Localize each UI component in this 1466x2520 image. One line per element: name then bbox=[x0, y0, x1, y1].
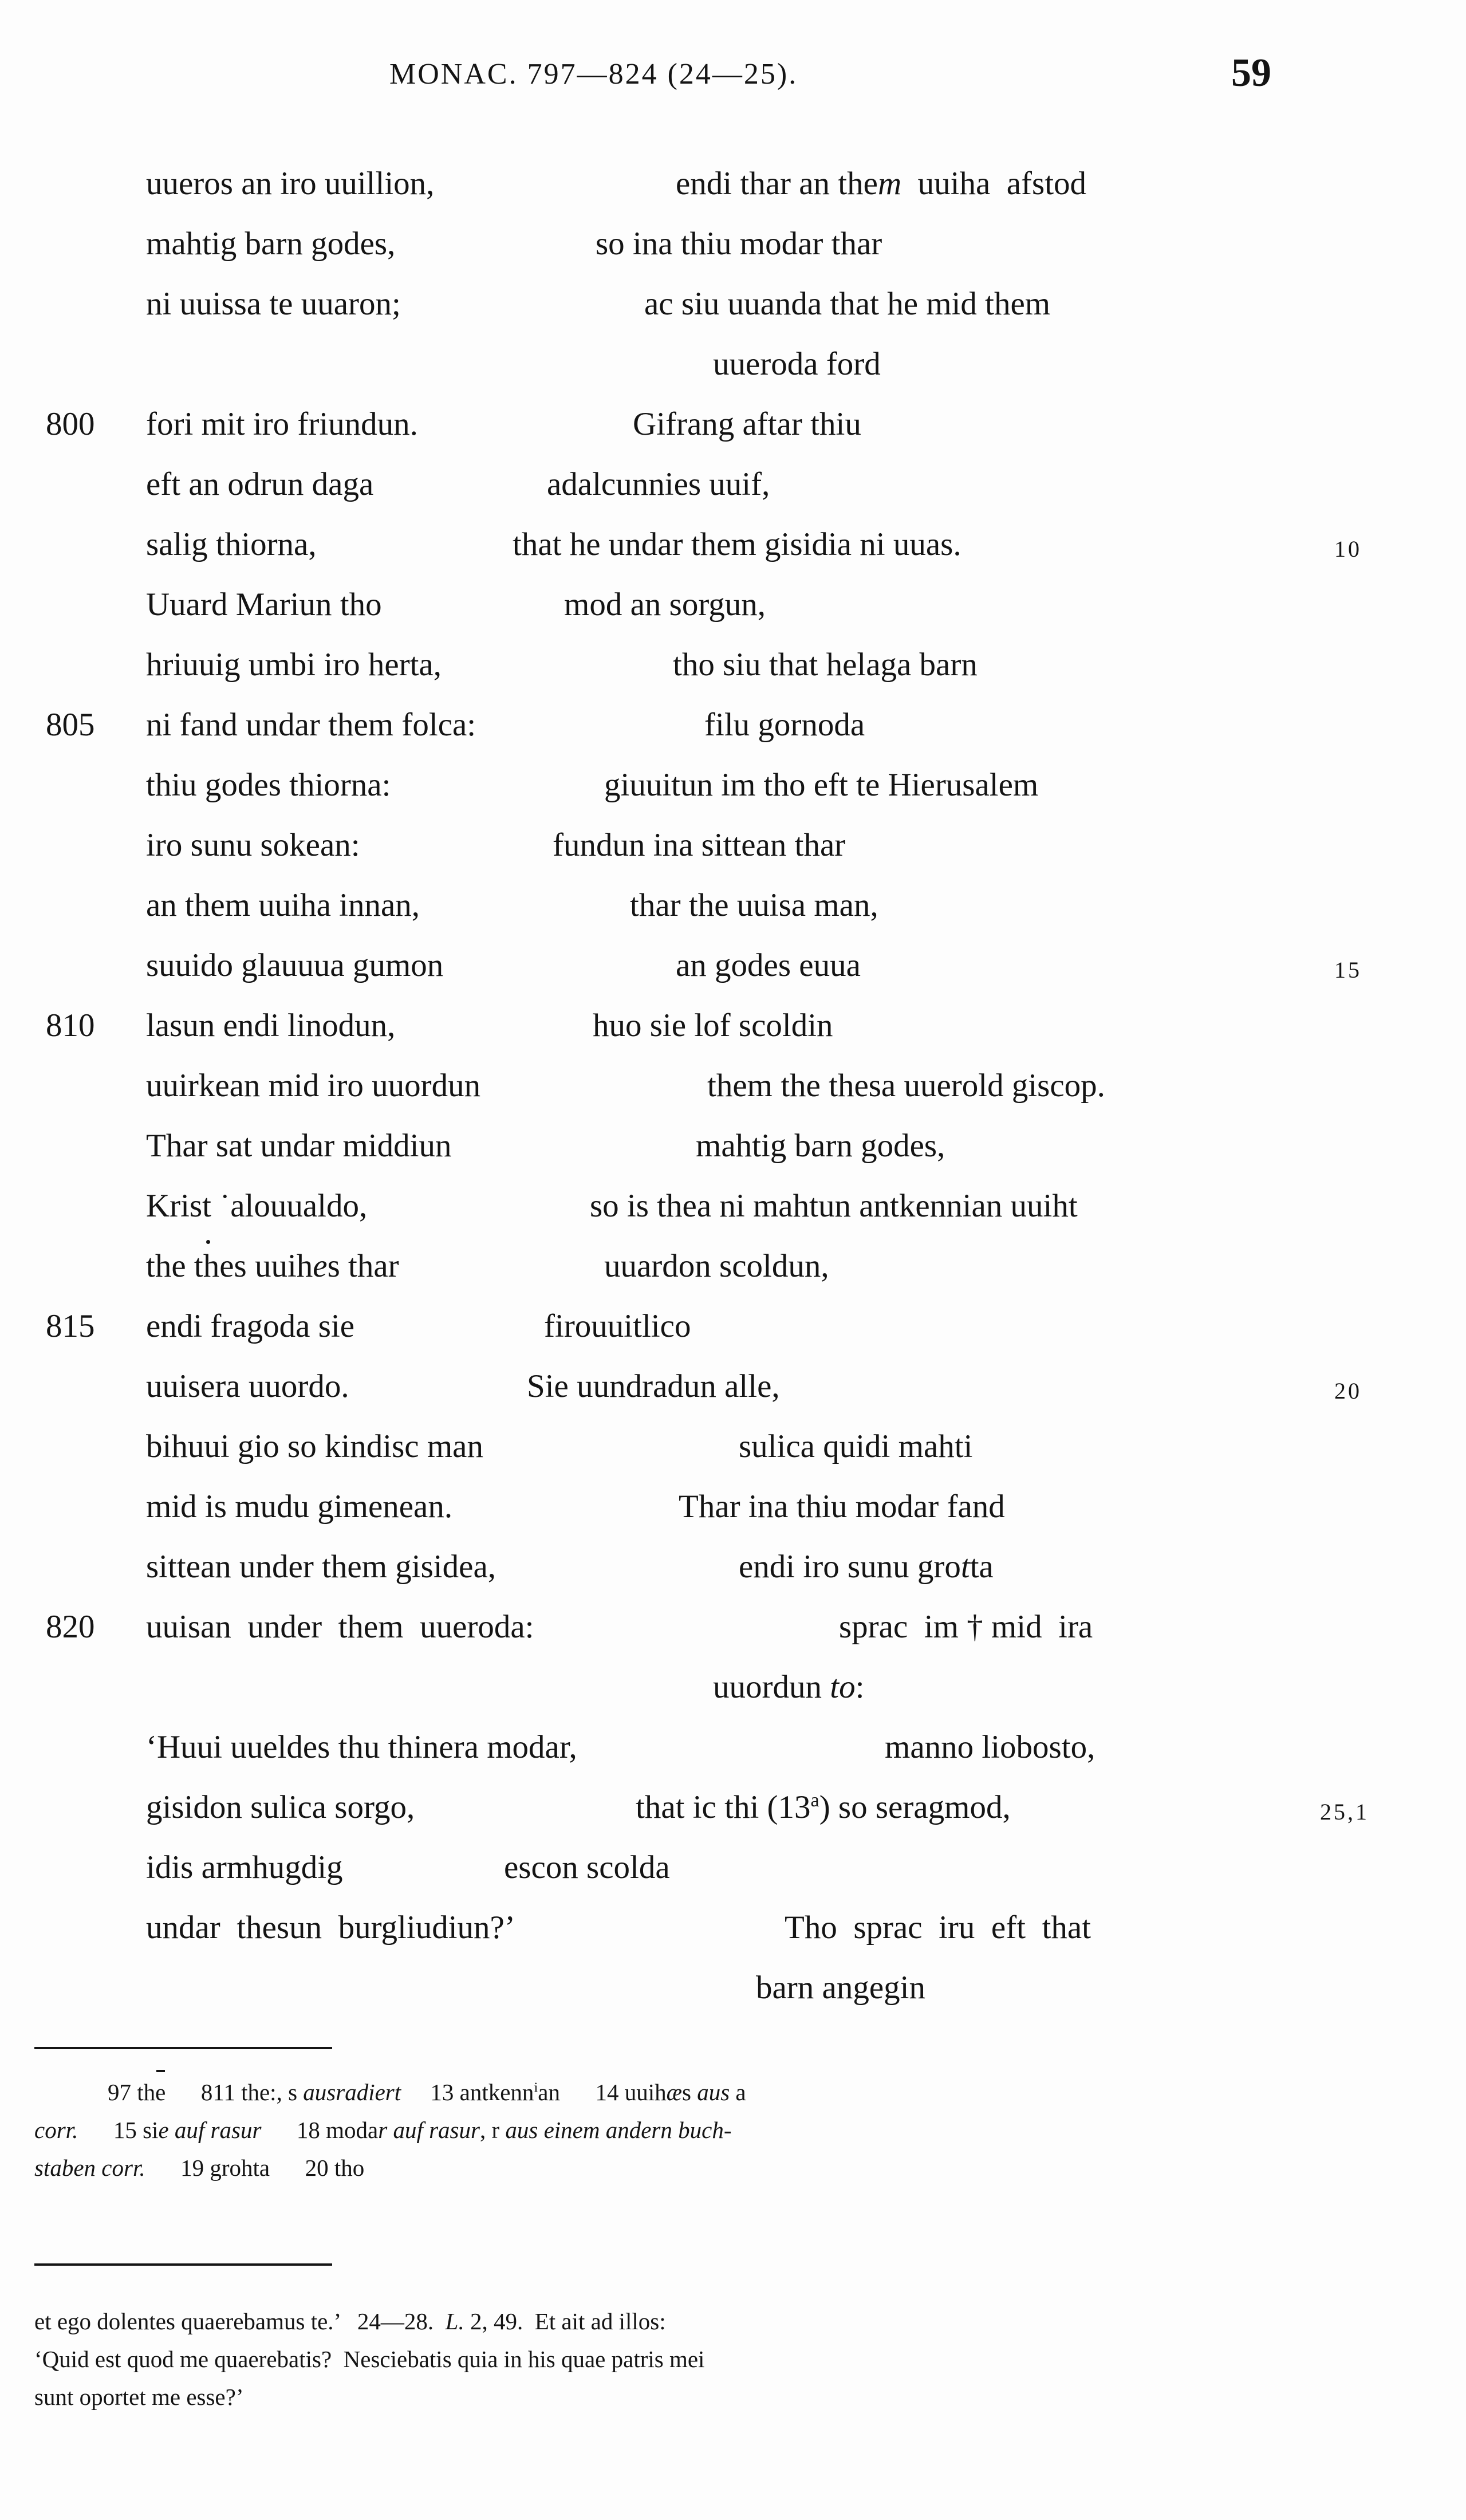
verse-number: 810 bbox=[46, 1007, 95, 1044]
verse-text-b: fundun ina sittean thar bbox=[553, 827, 846, 863]
dot-under-t: t bbox=[202, 1176, 211, 1236]
verse-text-b: sulica quidi mahti bbox=[739, 1428, 973, 1464]
verse-text-b: them the thesa uuerold giscop. bbox=[707, 1068, 1105, 1104]
verse-text-a: idis armhugdig bbox=[146, 1849, 343, 1885]
verse-text-a: barn angegin bbox=[756, 1970, 925, 2006]
verse-line bbox=[0, 1236, 1466, 1296]
verse-text-b: so ina thiu modar thar bbox=[596, 226, 882, 262]
page-number: 59 bbox=[1231, 51, 1271, 95]
verse-text-b: that ic thi (13$^a$) so seragmod, bbox=[636, 1789, 1011, 1825]
verse-text-a: bihuui gio so kindisc man bbox=[146, 1428, 483, 1464]
verse-line bbox=[0, 1777, 1466, 1837]
verse-text-b: endi iro sunu grotta bbox=[739, 1549, 994, 1585]
verse-text-b: sprac im † mid ira bbox=[839, 1609, 1093, 1645]
verse-text-a: uuisan under them uueroda: bbox=[146, 1609, 534, 1645]
verse-line bbox=[0, 1717, 1466, 1777]
verse-text-a: Uuard Mariun tho bbox=[146, 586, 382, 623]
verse-text-block bbox=[0, 153, 1466, 2018]
verse-line bbox=[0, 574, 1466, 635]
verse-text-a: Thar sat undar middiun bbox=[146, 1128, 452, 1164]
verse-number: 820 bbox=[46, 1609, 95, 1645]
verse-line bbox=[0, 875, 1466, 935]
verse-text-b: mahtig barn godes, bbox=[696, 1128, 945, 1164]
verse-line bbox=[0, 935, 1466, 995]
verse-text-a: the thes uuihes thar bbox=[146, 1248, 399, 1284]
verse-line bbox=[0, 394, 1466, 454]
verse-text-a: ni uuissa te uuaron; bbox=[146, 286, 401, 322]
verse-text-b: so is thea ni mahtun antkennian uuiht bbox=[590, 1188, 1078, 1224]
verse-number: 805 bbox=[46, 707, 95, 743]
verse-text-a: iro sunu sokean: bbox=[146, 827, 360, 863]
verse-line bbox=[0, 995, 1466, 1056]
verse-text-a: fori mit iro friundun. bbox=[146, 406, 418, 442]
verse-line bbox=[0, 755, 1466, 815]
verse-line bbox=[0, 1958, 1466, 2018]
verse-text-a: lasun endi linodun, bbox=[146, 1007, 396, 1044]
verse-text-a: eft an odrun daga bbox=[146, 466, 374, 502]
verse-text-b: huo sie lof scoldin bbox=[593, 1007, 833, 1044]
verse-text-b: uuardon scoldun, bbox=[604, 1248, 829, 1284]
latin-note-divider-rule bbox=[34, 2263, 332, 2266]
verse-text-b: escon scolda bbox=[504, 1849, 670, 1885]
verse-line bbox=[0, 1176, 1466, 1236]
verse-line bbox=[0, 1116, 1466, 1176]
verse-line bbox=[0, 514, 1466, 574]
verse-text-a: Krist ˙alouualdo, bbox=[146, 1176, 367, 1236]
verse-text-b: Sie uundradun alle, bbox=[527, 1368, 780, 1404]
verse-line bbox=[0, 1296, 1466, 1356]
verse-text-b: tho siu that helaga barn bbox=[673, 647, 978, 683]
verse-line bbox=[0, 274, 1466, 334]
verse-text-a: mahtig barn godes, bbox=[146, 226, 396, 262]
verse-text-b: manno liobosto, bbox=[885, 1729, 1095, 1765]
verse-text-a: mid is mudu gimenean. bbox=[146, 1489, 453, 1525]
verse-line bbox=[0, 1416, 1466, 1476]
apparatus-divider-rule bbox=[34, 2047, 332, 2049]
verse-text-b: filu gornoda bbox=[704, 707, 865, 743]
verse-text-a: sittean under them gisidea, bbox=[146, 1549, 496, 1585]
ms-line-number: 10 bbox=[1334, 536, 1362, 562]
verse-text-a: uuordun to: bbox=[713, 1669, 865, 1705]
verse-text-a: salig thiorna, bbox=[146, 526, 317, 562]
verse-number: 815 bbox=[46, 1308, 95, 1344]
latin-note-line-1: et ego dolentes quaerebamus te.’ 24—28. L. 2, 49. Et ait ad illos: bbox=[34, 2308, 666, 2334]
ms-line-number: 25,1 bbox=[1320, 1799, 1369, 1825]
verse-line bbox=[0, 454, 1466, 514]
verse-text-b: endi thar an them uuiha afstod bbox=[676, 166, 1087, 202]
verse-text-a: undar thesun burgliudiun?’ bbox=[146, 1909, 515, 1946]
verse-text-b: an godes euua bbox=[676, 947, 861, 983]
page-header bbox=[0, 51, 1466, 109]
verse-text-a: thiu godes thiorna: bbox=[146, 767, 391, 803]
verse-text-b: thar the uuisa man, bbox=[630, 887, 878, 923]
verse-text-b: that he undar them gisidia ni uuas. bbox=[513, 526, 961, 562]
verse-text-a: hriuuig umbi iro herta, bbox=[146, 647, 442, 683]
verse-number: 800 bbox=[46, 406, 95, 442]
verse-text-b: Tho sprac iru eft that bbox=[785, 1909, 1091, 1946]
verse-text-b: firouuitlico bbox=[544, 1308, 691, 1344]
verse-text-b: mod an sorgun, bbox=[564, 586, 766, 623]
apparatus-line-3: staben corr. 19 grohta 20 tho bbox=[34, 2155, 365, 2181]
verse-text-a: ‘Huui uueldes thu thinera modar, bbox=[146, 1729, 577, 1765]
verse-line bbox=[0, 635, 1466, 695]
verse-line bbox=[0, 1356, 1466, 1416]
verse-text-b: giuuitun im tho eft te Hierusalem bbox=[604, 767, 1039, 803]
latin-note-line-3: sunt oportet me esse?’ bbox=[34, 2384, 244, 2410]
critical-apparatus bbox=[34, 2073, 1409, 2187]
verse-line bbox=[0, 214, 1466, 274]
verse-line bbox=[0, 334, 1466, 394]
ms-line-number: 15 bbox=[1334, 957, 1362, 983]
verse-text-a: endi fragoda sie bbox=[146, 1308, 355, 1344]
latin-source-note bbox=[34, 2302, 1420, 2416]
verse-line bbox=[0, 1657, 1466, 1717]
apparatus-line-2: corr. 15 sie auf rasur 18 modar auf rasur, r aus einem andern buch- bbox=[34, 2117, 732, 2143]
verse-line bbox=[0, 695, 1466, 755]
verse-text-b: Thar ina thiu modar fand bbox=[679, 1489, 1005, 1525]
verse-text-b: adalcunnies uuif, bbox=[547, 466, 770, 502]
verse-text-b: Gifrang aftar thiu bbox=[633, 406, 861, 442]
verse-line bbox=[0, 1897, 1466, 1958]
verse-line bbox=[0, 1056, 1466, 1116]
verse-text-a: uuirkean mid iro uuordun bbox=[146, 1068, 481, 1104]
verse-text-b: ac siu uuanda that he mid them bbox=[644, 286, 1051, 322]
verse-text-a: uueros an iro uuillion, bbox=[146, 166, 435, 202]
verse-line bbox=[0, 815, 1466, 875]
verse-text-a: an them uuiha innan, bbox=[146, 887, 420, 923]
latin-note-line-2: ‘Quid est quod me quaerebatis? Nesciebatis quia in his quae patris mei bbox=[34, 2346, 705, 2372]
verse-text-a: suuido glauuua gumon bbox=[146, 947, 444, 983]
apparatus-line-1: 97 the 811 the:, s ausradiert 13 antkenn$^i$an 14 uuihæs aus a bbox=[34, 2073, 1409, 2111]
verse-text-a: gisidon sulica sorgo, bbox=[146, 1789, 415, 1825]
verse-text-a: uueroda ford bbox=[713, 346, 881, 382]
verse-line bbox=[0, 153, 1466, 214]
verse-line bbox=[0, 1537, 1466, 1597]
verse-text-a: ni fand undar them folca: bbox=[146, 707, 476, 743]
verse-line bbox=[0, 1837, 1466, 1897]
verse-line bbox=[0, 1597, 1466, 1657]
ms-line-number: 20 bbox=[1334, 1378, 1362, 1404]
running-head-title: MONAC. 797—824 (24—25). bbox=[389, 58, 798, 90]
verse-line bbox=[0, 1476, 1466, 1537]
verse-text-a: uuisera uuordo. bbox=[146, 1368, 349, 1404]
